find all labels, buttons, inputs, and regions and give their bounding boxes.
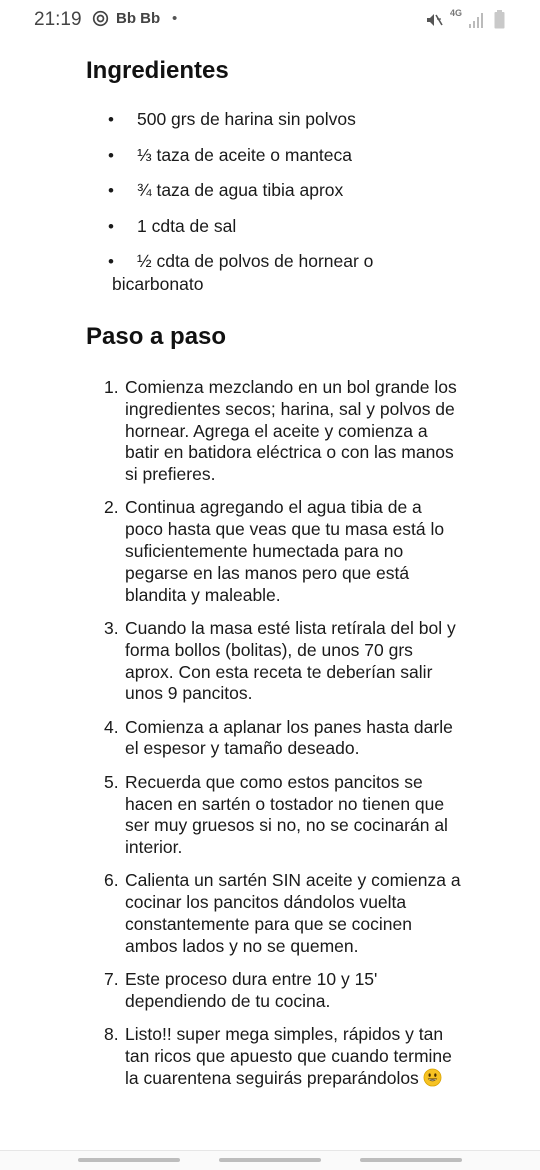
ingredient-text: 1 cdta de sal [137,215,237,236]
battery-icon [494,10,505,29]
bullet-icon: • [108,110,114,129]
steps-list [104,377,464,1101]
ingredient-text: ¾ taza de agua tibia aprox [137,180,344,200]
step-number: 1. [104,377,119,397]
step-item [104,772,464,859]
step-item [104,717,464,761]
ingredient-item [108,144,508,167]
step-number: 6. [104,870,119,891]
step-text: Listo!! super mega simples, rápidos y tan tan ricos que apuesto que cuando termine la cuarentena seguirás preparándolos [125,1024,452,1088]
mute-icon [424,10,444,30]
bullet-icon: • [108,216,114,236]
notification-dot: • [172,10,178,27]
back-button[interactable] [360,1158,462,1162]
app-notification-icon [92,10,109,27]
ingredient-item [108,215,508,238]
step-number: 3. [104,617,119,638]
step-text: Continua agregando el agua tibia de a poco hasta que veas que tu masa está lo suficientemente humectada para no pegarse en las manos pero que está blandita y maleable. [125,497,445,605]
bullet-icon: • [108,181,114,200]
smiling-face-emoji-icon [423,1068,442,1087]
ingredients-heading: Ingredientes [86,57,229,84]
step-number: 5. [104,771,119,792]
signal-strength-icon [468,11,486,29]
bullet-icon: • [108,252,114,271]
step-number: 2. [104,497,119,518]
home-button[interactable] [219,1158,321,1162]
ingredient-continuation: bicarbonato [112,274,204,294]
ingredient-item [108,250,508,273]
step-item [104,497,464,606]
step-number: 8. [104,1024,119,1045]
step-item [104,870,464,957]
ingredient-item [108,108,508,131]
step-text: Este proceso dura entre 10 y 15' dependiendo de tu cocina. [125,969,378,1011]
ingredient-text: ½ cdta de polvos de hornear o [137,251,374,271]
step-number: 4. [104,716,119,737]
step-text: Recuerda que como estos pancitos se hacen en sartén o tostador no tienen que ser muy gruesos si no, no se cocinarán al interior. [125,771,448,858]
recent-apps-button[interactable] [78,1158,180,1162]
step-text: Comienza a aplanar los panes hasta darle el espesor y tamaño deseado. [125,716,453,759]
ingredient-item [108,179,508,202]
navigation-bar [0,1150,540,1170]
step-item [104,377,464,486]
step-item [104,1024,464,1089]
step-text: Cuando la masa esté lista retírala del bol y forma bollos (bolitas), de unos 70 grs aprox. Con esta receta te deberían salir unos 9 pancitos. [125,617,456,704]
step-item [104,969,464,1013]
step-item [104,618,464,705]
step-text: Comienza mezclando en un bol grande los ingredientes secos; harina, sal y polvos de hornear. Agrega el aceite y comienza a batir en batidora eléctrica o con las manos si prefieres. [125,377,457,485]
ingredient-text: ⅓ taza de aceite o manteca [137,144,352,165]
steps-heading: Paso a paso [86,323,227,350]
status-time: 21:19 [34,9,82,30]
network-type-label: 4G [450,8,463,18]
step-text: Calienta un sartén SIN aceite y comienza a cocinar los pancitos dándolos vuelta constantemente para que se cocinen ambos lados y no se quemen. [125,870,461,956]
app-notification-label: Bb Bb [116,10,161,27]
ingredient-text: 500 grs de harina sin polvos [137,109,356,129]
step-number: 7. [104,969,119,990]
status-bar [0,0,540,40]
ingredients-list [108,108,508,286]
bullet-icon: • [108,145,114,165]
